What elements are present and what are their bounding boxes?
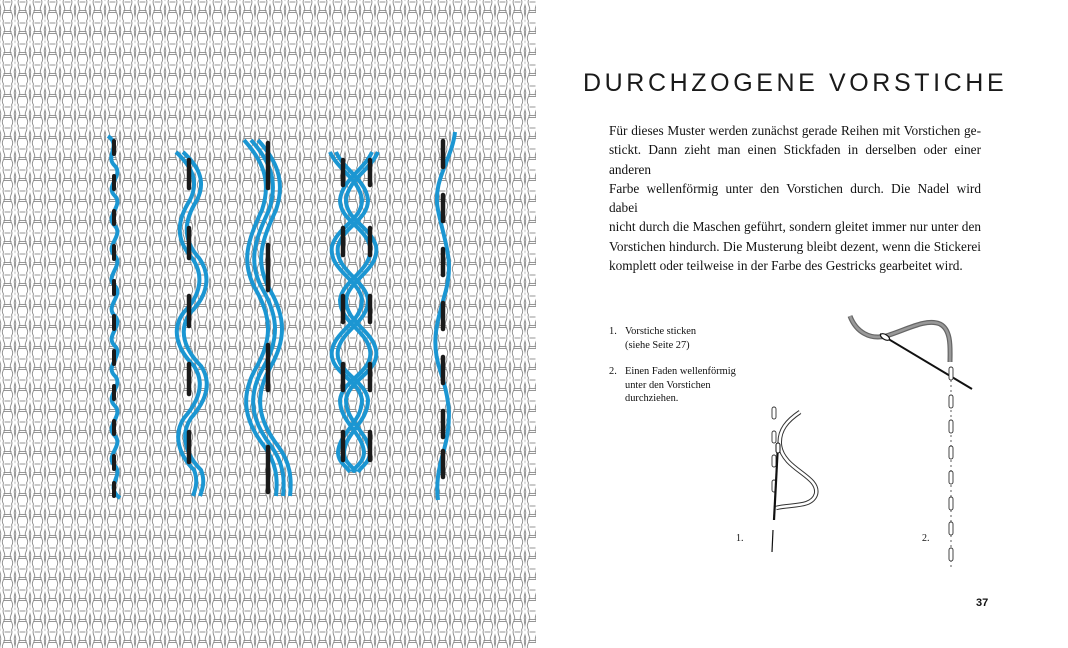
body-line: komplett oder teilweise in der Farbe des Gestricks gearbeitet wird.	[609, 258, 963, 274]
right-page	[536, 0, 1068, 648]
figure-label-1: 1.	[736, 533, 744, 544]
step-text: (siehe Seite 27)	[625, 339, 690, 351]
body-line: nicht durch die Maschen geführt, sondern gleitet immer nur unter den	[609, 219, 981, 235]
step-illustrations	[536, 0, 1068, 648]
body-line: Für dieses Muster werden zunächst gerade Reihen mit Vorstichen ge-	[609, 123, 981, 138]
step-text: unter den Vorstichen	[625, 379, 711, 391]
figure-1-needle-under-stitch	[772, 407, 816, 552]
figure-2-thread-through-stitches	[850, 316, 972, 570]
step-text: Einen Faden wellenförmig	[625, 366, 736, 377]
body-line: Farbe wellenförmig unter den Vorstichen durch. Die Nadel wird dabei	[609, 180, 981, 216]
figure-label-2: 2.	[922, 533, 930, 544]
body-line: Vorstichen hindurch. Die Musterung bleibt dezent, wenn die Stickerei	[609, 238, 981, 254]
step-text: durchziehen.	[625, 393, 679, 404]
step-text: Vorstiche sticken	[625, 326, 697, 337]
step-number: 1.	[609, 326, 617, 337]
step-number: 2.	[609, 366, 617, 377]
page-title: DURCHZOGENE VORSTICHE	[583, 69, 1008, 97]
body-line: stickt. Dann zieht man einen Stickfaden in derselben oder einer anderen	[609, 142, 981, 177]
page-number: 37	[976, 597, 989, 609]
